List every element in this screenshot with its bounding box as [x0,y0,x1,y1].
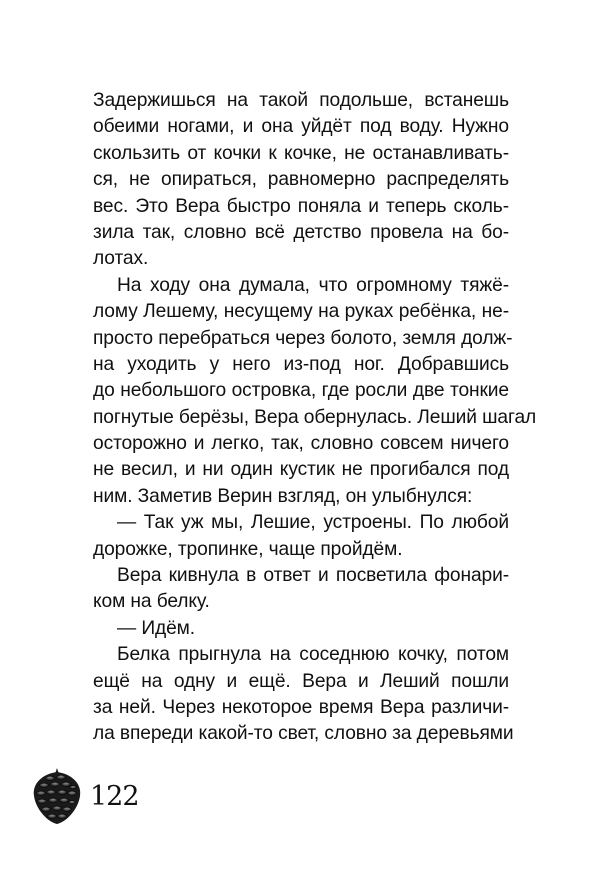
text-line: — Идём. [117,617,195,639]
pine-cone-icon [28,766,86,826]
text-line: лотах. [93,248,149,270]
text-line: не весил, и ни один кустик не прогибался под [93,459,509,481]
text-line: ком на белку. [93,591,210,613]
text-line: дорожке, тропинке, чаще пройдём. [93,538,403,560]
text-line: просто перебраться через болото, земля долж- [93,327,513,349]
text-line: скользить от кочки к кочке, не останавливать- [93,142,509,164]
body-text [93,88,537,748]
text-line: лому Лешему, несущему на руках ребёнка, не- [93,301,509,323]
text-line: Задержишься на такой подольше, встанешь [93,90,509,111]
text-line: ла впереди какой-то свет, словно за деревьями [93,723,514,745]
text-line: осторожно и легко, так, словно совсем ничего [93,433,509,455]
text-line: за ней. Через некоторое время Вера различи- [93,696,509,718]
text-line: ним. Заметив Верин взгляд, он улыбнулся: [93,485,473,507]
page-number: 122 [90,780,139,812]
text-line: — Так уж мы, Лешие, устроены. По любой [117,512,509,534]
text-line: на уходить у него из-под ног. Добравшись [93,353,509,375]
text-line: Белка прыгнула на соседнюю кочку, потом [117,644,509,666]
text-line: погнутые берёзы, Вера обернулась. Леший шагал [93,406,537,428]
text-line: обеими ногами, и она уйдёт под воду. Нужно [93,116,509,138]
page-footer [28,766,139,826]
text-line: зила так, словно всё детство провела на бо- [93,221,509,243]
text-line: ся, не опираться, равномерно распределять [93,169,509,191]
text-line: до небольшого островка, где росли две тонкие [93,380,509,402]
text-line: На ходу она думала, что огромному тяжё- [117,274,509,296]
text-line: Вера кивнула в ответ и посветила фонари- [117,565,509,587]
text-line: вес. Это Вера быстро поняла и теперь сколь- [93,195,509,217]
text-line: ещё на одну и ещё. Вера и Леший пошли [93,670,509,692]
